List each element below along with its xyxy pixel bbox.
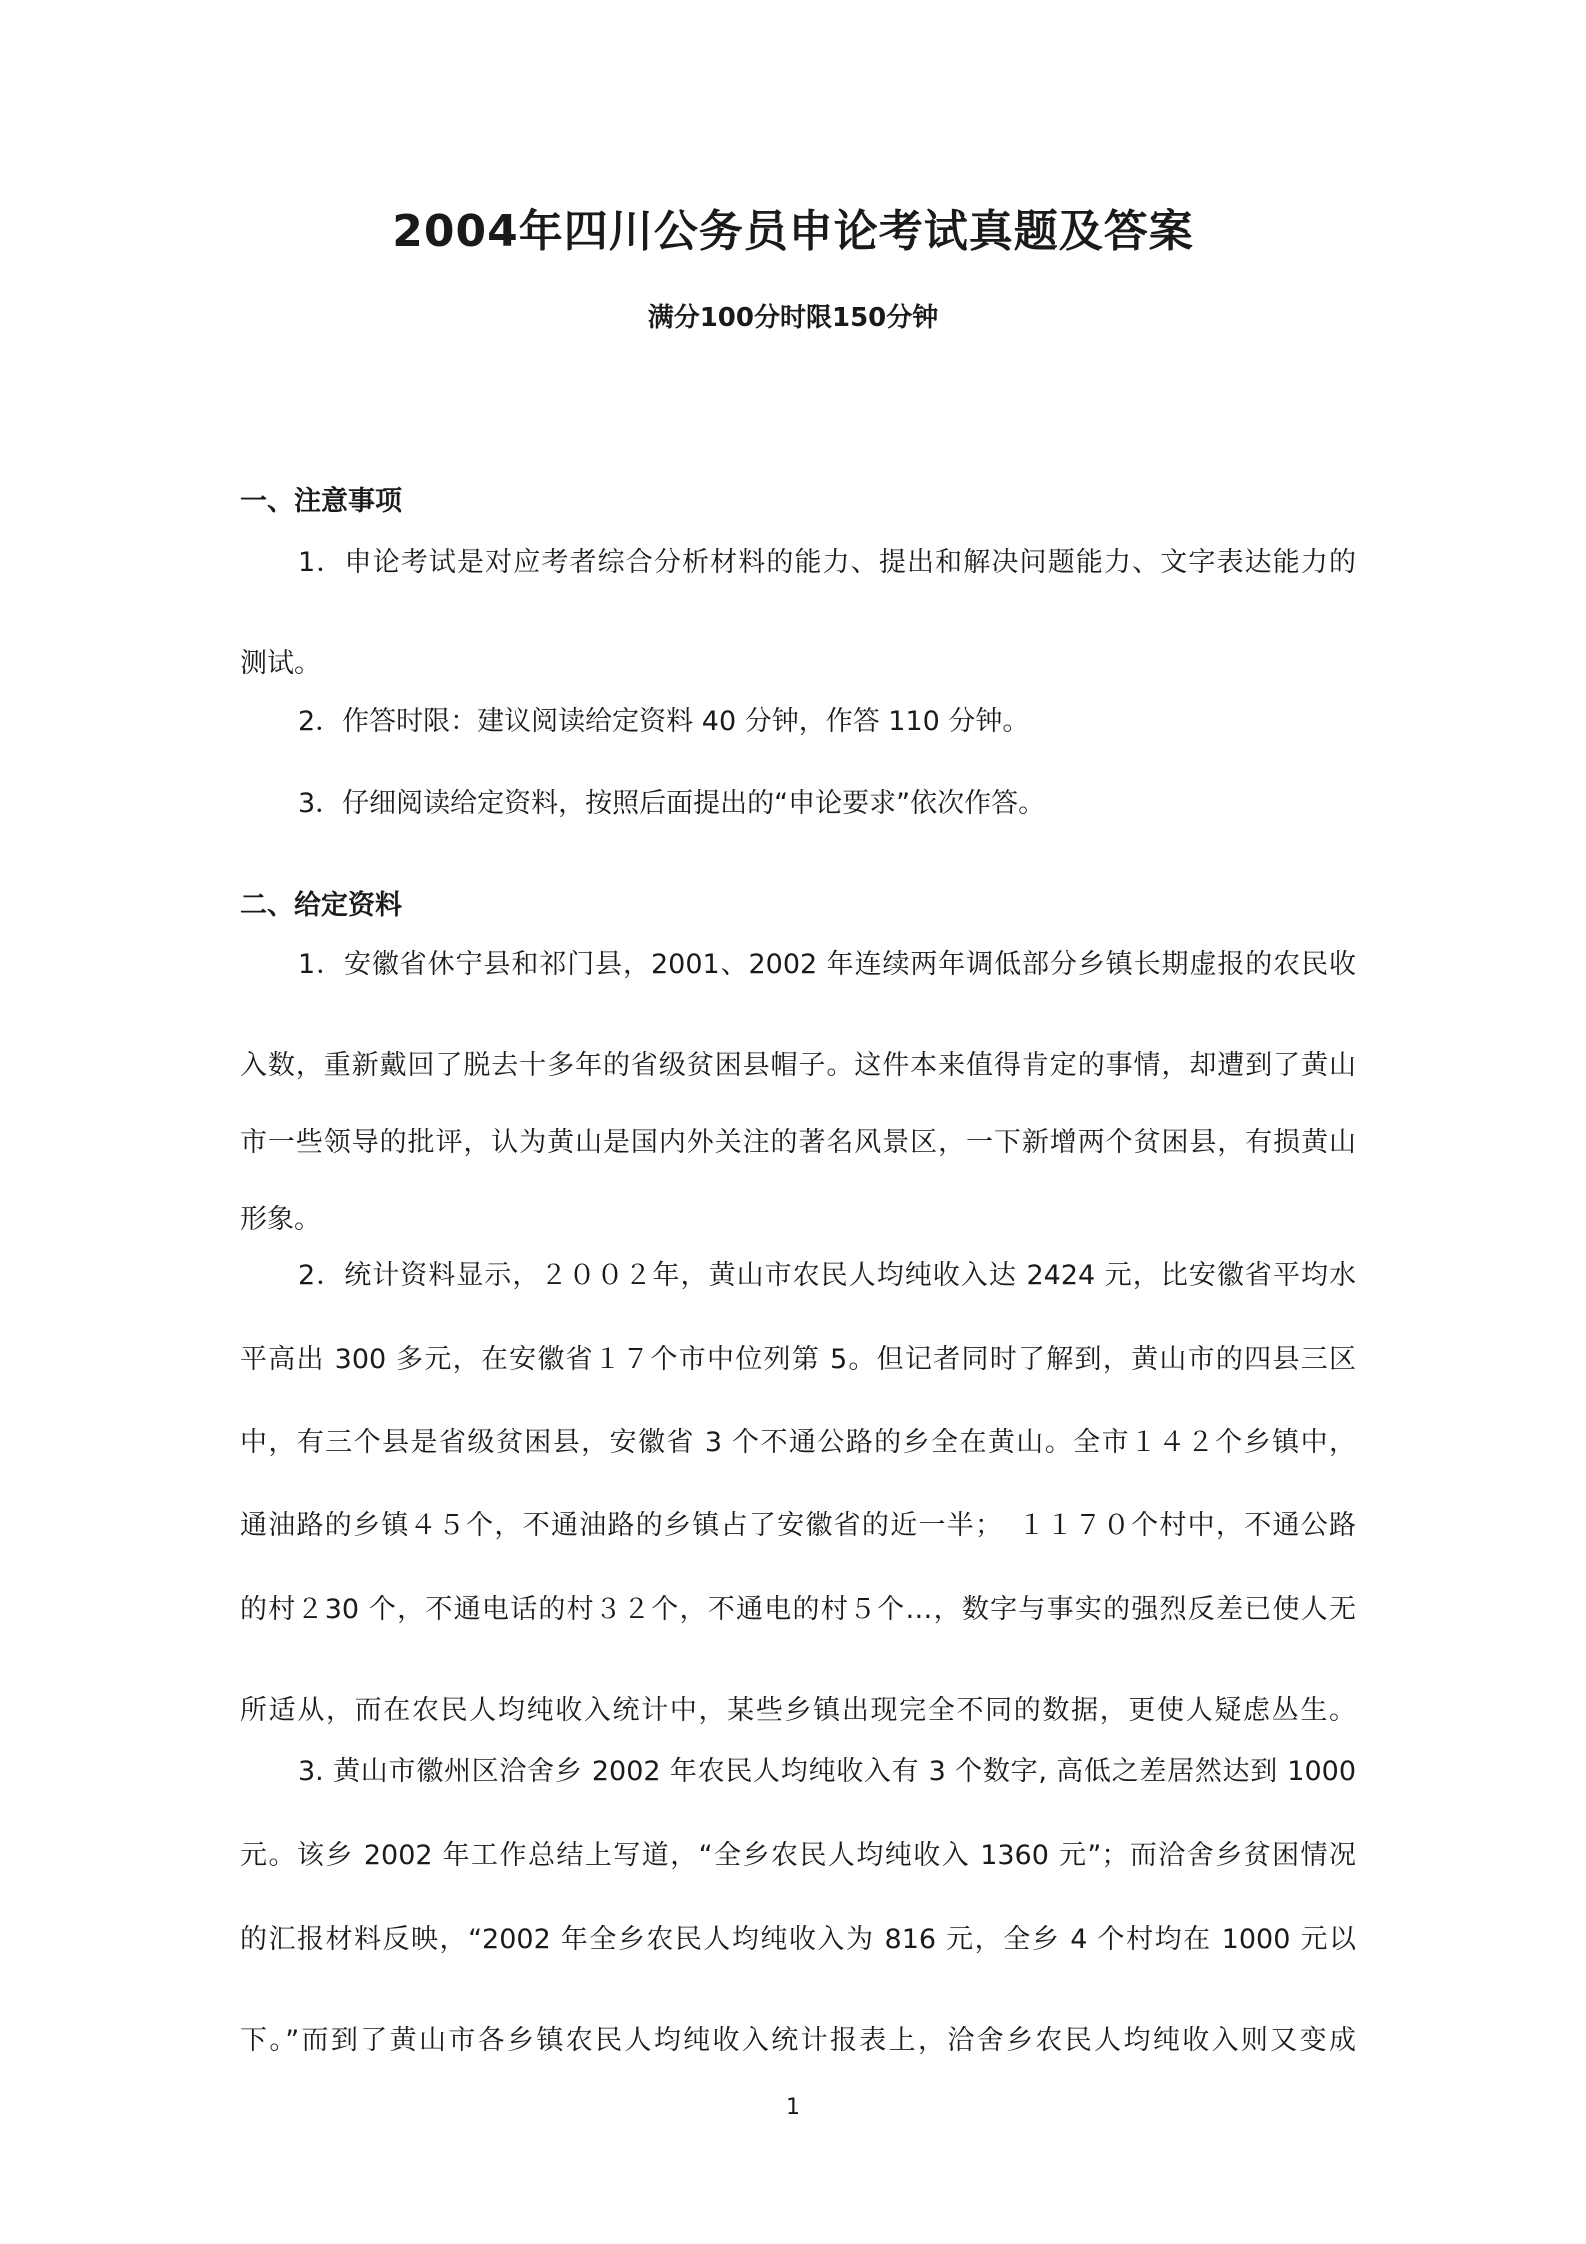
notes-item-3: 3．仔细阅读给定资料，按照后面提出的“申论要求”依次作答。 <box>298 788 1046 819</box>
material-2-line-4: 通油路的乡镇４５个，不通油路的乡镇占了安徽省的近一半； １１７０个村中，不通公路 <box>240 1510 1356 1541</box>
material-3-line-2: 元。该乡 2002 年工作总结上写道，“全乡农民人均纯收入 1360 元”；而洽舍乡贫困情况 <box>240 1840 1356 1871</box>
material-1-line-4: 形象。 <box>240 1204 321 1235</box>
material-2-line-3: 中，有三个县是省级贫困县，安徽省 3 个不通公路的乡全在黄山。全市１４２个乡镇中， <box>240 1427 1356 1458</box>
notes-item-1-cont: 测试。 <box>240 648 321 679</box>
material-3-line-1: 3. 黄山市徽州区洽舍乡 2002 年农民人均纯收入有 3 个数字, 高低之差居然达到 1000 <box>298 1756 1356 1787</box>
material-1-line-3: 市一些领导的批评，认为黄山是国内外关注的著名风景区，一下新增两个贫困县，有损黄山 <box>240 1127 1356 1158</box>
material-3-line-4: 下。”而到了黄山市各乡镇农民人均纯收入统计报表上，洽舍乡农民人均纯收入则又变成 <box>240 2025 1356 2056</box>
material-2-line-6: 所适从，而在农民人均纯收入统计中，某些乡镇出现完全不同的数据，更使人疑虑丛生。 <box>240 1695 1356 1726</box>
notes-item-1: 1．申论考试是对应考者综合分析材料的能力、提出和解决问题能力、文字表达能力的 <box>298 547 1356 578</box>
material-2-line-1: 2．统计资料显示，２００２年，黄山市农民人均纯收入达 2424 元，比安徽省平均水 <box>298 1260 1356 1291</box>
material-1-line-2: 入数，重新戴回了脱去十多年的省级贫困县帽子。这件本来值得肯定的事情，却遭到了黄山 <box>240 1050 1356 1081</box>
material-1-line-1: 1．安徽省休宁县和祁门县，2001、2002 年连续两年调低部分乡镇长期虚报的农民收 <box>298 949 1356 980</box>
section-heading-materials: 二、给定资料 <box>240 890 402 921</box>
document-title: 2004年四川公务员申论考试真题及答案 <box>392 206 1194 257</box>
page-number: 1 <box>786 2095 800 2120</box>
document-subtitle: 满分100分时限150分钟 <box>647 303 939 333</box>
material-2-line-2: 平高出 300 多元，在安徽省１７个市中位列第 5。但记者同时了解到，黄山市的四县三区 <box>240 1344 1356 1375</box>
notes-item-2: 2．作答时限：建议阅读给定资料 40 分钟，作答 110 分钟。 <box>298 706 1030 737</box>
material-3-line-3: 的汇报材料反映，“2002 年全乡农民人均纯收入为 816 元，全乡 4 个村均在 1000 元以 <box>240 1924 1356 1955</box>
section-heading-notes: 一、注意事项 <box>240 486 402 517</box>
material-2-line-5: 的村２30 个，不通电话的村３２个，不通电的村５个…，数字与事实的强烈反差已使人无 <box>240 1594 1356 1625</box>
